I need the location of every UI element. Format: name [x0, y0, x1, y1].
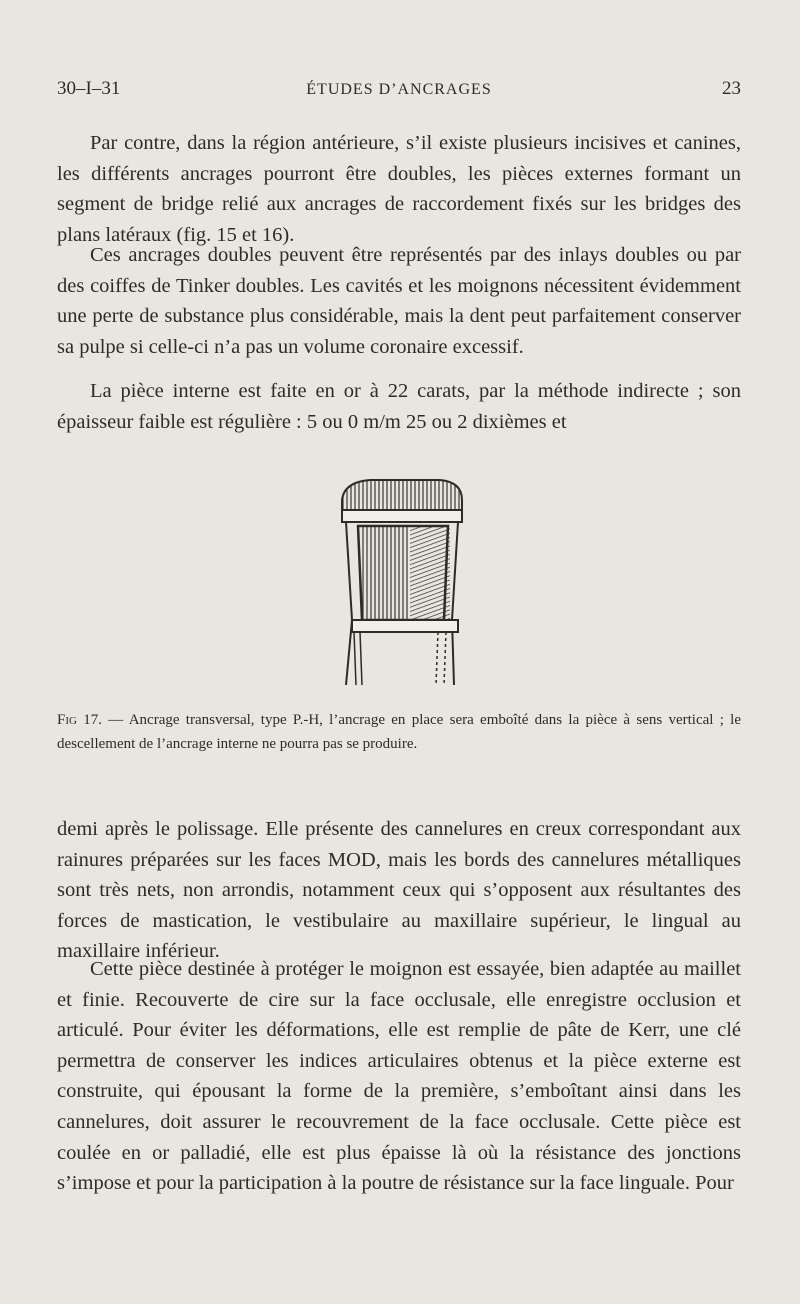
figure-caption-label: Fig 17.: [57, 712, 102, 728]
figure-caption: [57, 708, 741, 756]
header-title: ÉTUDES D’ANCRAGES: [306, 81, 492, 98]
paragraph-2: Ces ancrages doubles peuvent être représentés par des inlays doubles ou par des coiffes de Tinker doubles. Les cavités et les moignons nécessitent évidemment une perte de substance plus considérable, mais la dent peut parfaitement conserver sa pulpe si celle-ci n’a pas un volume coronaire excessif.: [57, 244, 741, 358]
figure-caption-text: — Ancrage transversal, type P.-H, l’ancrage en place sera emboîté dans la pièce à sens vertical ; le descellement de l’ancrage interne ne pourra pas se produire.: [57, 712, 741, 752]
paragraph-4: demi après le polissage. Elle présente des cannelures en creux correspondant aux rainures préparées sur les faces MOD, mais les bords des cannelures métalliques sont très nets, non arrondis, notamment ceux qui s’opposent aux résultantes des forces de mastication, le vestibulaire au maxillaire supérieur, le lingual au maxillaire inférieur.: [57, 818, 741, 963]
paragraph-5: Cette pièce destinée à protéger le moignon est essayée, bien adaptée au maillet et finie. Recouverte de cire sur la face occlusale, elle enregistre occlusion et articulé. Pour éviter les déformations, elle est remplie de pâte de Kerr, une clé permettra de conserver les indices articulaires obtenus et la pièce externe est construite, qui épousant la forme de la première, s’emboîtant ainsi dans les cannelures, doit assurer le recouvrement de la face occlusale. Cette pièce est coulée en or palladié, elle est plus épaisse là où la résistance des jonctions s’impose et pour la participation à la poutre de résistance sur la face linguale. Pour: [57, 958, 741, 1195]
paragraph-1: Par contre, dans la région antérieure, s’il existe plusieurs incisives et canines, les différents ancrages pourront être doubles, les pièces externes formant un segment de bridge relié aux ancrages de raccordement fixés sur les bridges des plans latéraux (fig. 15 et 16).: [57, 132, 741, 246]
running-head: [57, 78, 741, 106]
header-left-reference: 30–I–31: [57, 78, 121, 99]
paragraph-3: La pièce interne est faite en or à 22 carats, par la méthode indirecte ; son épaisseur faible est régulière : 5 ou 0 m/m 25 ou 2 dixièmes et: [57, 380, 741, 433]
figure-17-anchor-illustration: [330, 470, 480, 695]
page-number: 23: [722, 78, 741, 99]
